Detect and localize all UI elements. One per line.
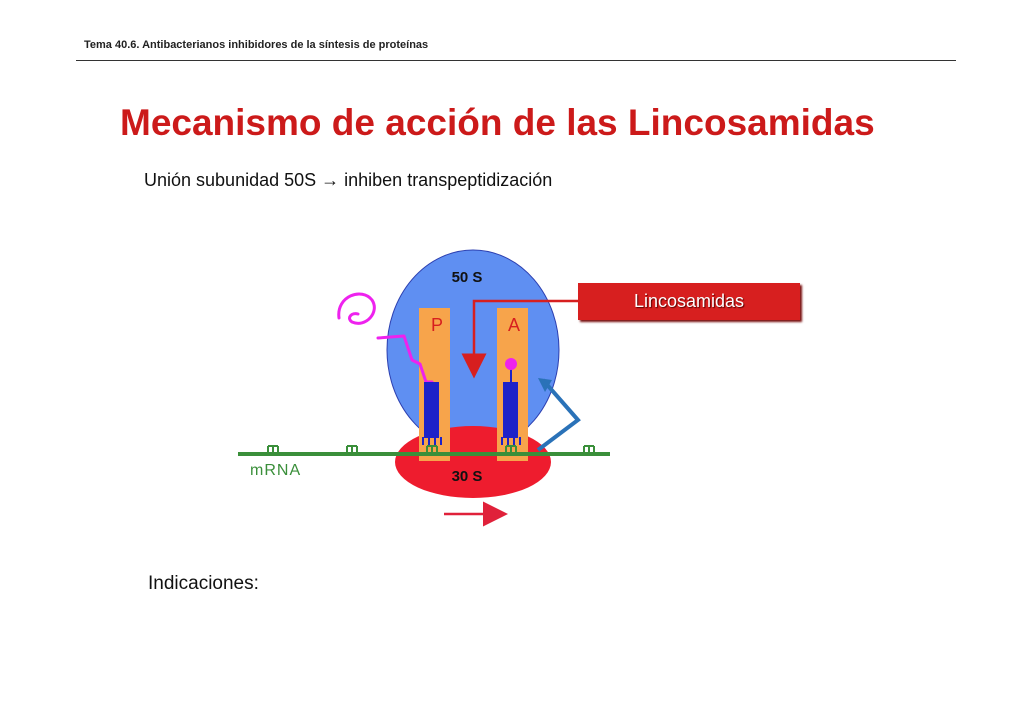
p-site-label: P [430,315,444,335]
header-title: Tema 40.6. Antibacterianos inhibidores de la síntesis de proteínas [84,39,429,51]
mrna-label: mRNA [250,462,302,479]
p-site-trna [424,382,439,438]
a-site-amino-acid [505,358,517,370]
small-subunit-label: 30 S [451,468,483,485]
a-site-label: A [507,315,521,335]
a-site-trna [503,382,518,438]
indications-heading: Indicaciones: [148,573,259,594]
slide-subtitle: Unión subunidad 50S → inhiben transpeptidización [144,170,553,190]
large-subunit-label: 50 S [451,269,483,286]
slide-title: Mecanismo de acción de las Lincosamidas [120,102,875,143]
lincosamide-callout [578,283,800,320]
lincosamide-label: Lincosamidas [633,291,745,311]
